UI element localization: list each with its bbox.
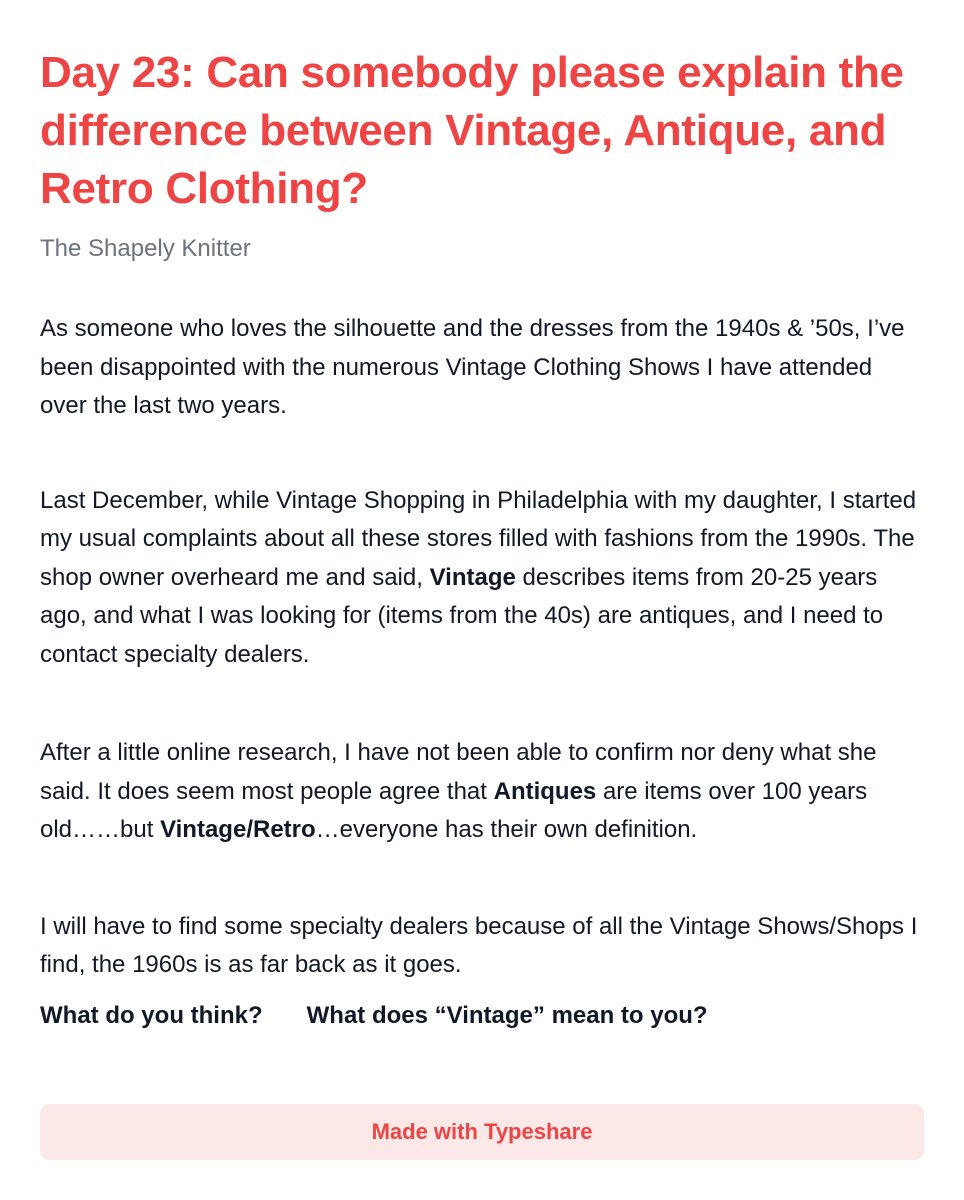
paragraph-2-bold-vintage: Vintage (429, 563, 516, 591)
paragraph-4: I will have to find some specialty dealers because of all the Vintage Shows/Shops I find, the 1960s is as far back as it goes. (40, 912, 918, 978)
paragraph-3-bold-antiques: Antiques (493, 777, 597, 805)
paragraph-1: As someone who loves the silhouette and the dresses from the 1940s & ’50s, I’ve been disappointed with the numerous Vintage Clothing Shows I have attended over the last two years. (40, 315, 905, 419)
paragraph-3-bold-vintage-retro: Vintage/Retro (160, 816, 316, 843)
author-name: The Shapely Knitter (40, 235, 251, 262)
paragraph-3 (40, 734, 924, 850)
question-1: What do you think? (40, 1001, 263, 1029)
made-with-typeshare-link[interactable] (40, 1104, 924, 1160)
post-title: Day 23: Can somebody please explain the difference between Vintage, Antique, and Retro Clothing? (40, 48, 904, 213)
post-card (40, 44, 924, 1035)
paragraph-3-text-b: are items over 100 years old……but (40, 777, 868, 843)
paragraph-3-text-a: After a little online research, I have not been able to confirm nor deny what she said. It does seem most people agree that (40, 739, 877, 805)
closing-questions (40, 997, 924, 1035)
paragraph-2-text-a: Last December, while Vintage Shopping in Philadelphia with my daughter, I started my usual complaints about all these stores filled with fashions from the 1990s. The shop owner overheard me and said, (40, 486, 917, 591)
paragraph-3-text-c: …everyone has their own definition. (315, 816, 698, 843)
question-2: What does “Vintage” mean to you? (306, 1001, 708, 1029)
paragraph-2 (40, 482, 924, 675)
footer-label: Made with Typeshare (371, 1119, 593, 1144)
paragraph-2-text-b: describes items from 20-25 years ago, and what I was looking for (items from the 40s) are antiques, and I need to contact specialty dealers. (40, 563, 884, 668)
